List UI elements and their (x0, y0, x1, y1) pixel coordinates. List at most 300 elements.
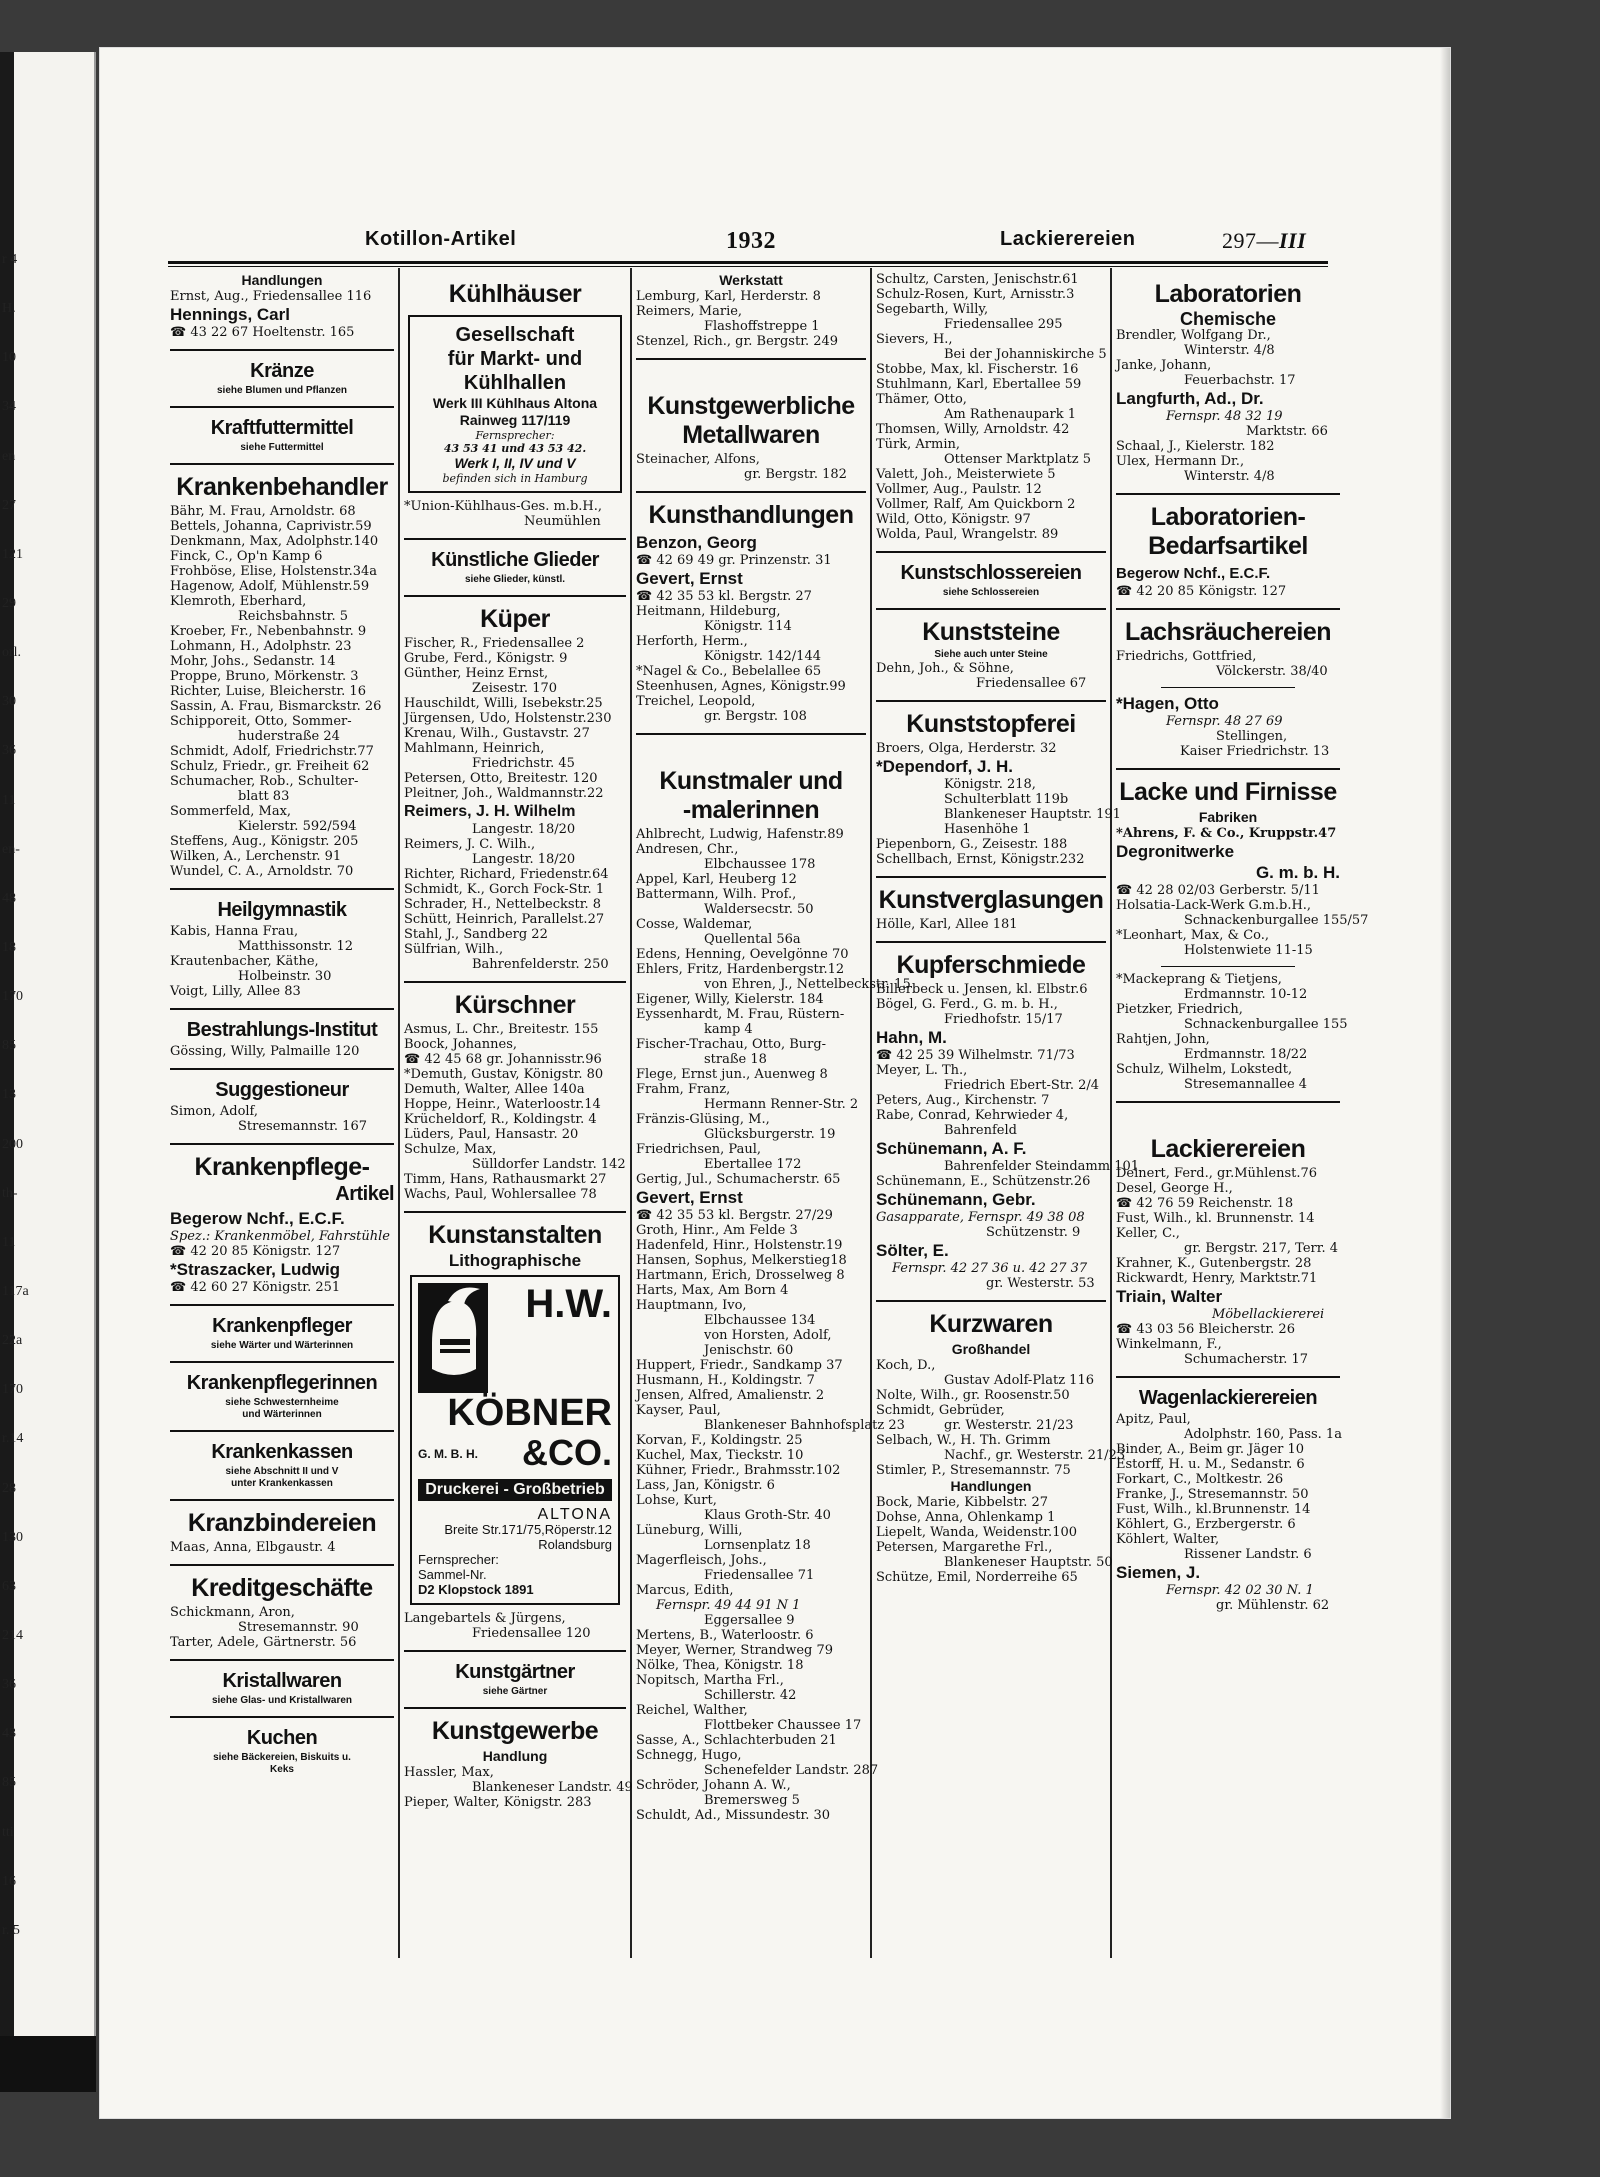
list-item-cont: Friedrichstr. 45 (472, 756, 575, 771)
list-item-cont: Bei der Johanniskirche 5 (944, 347, 1107, 362)
list-item: Stobbe, Max, kl. Fischerstr. 16 (876, 362, 1079, 377)
list-item-cont: Marktstr. 66 (1246, 424, 1328, 439)
adjacent-page-fragment: 28 (2, 1480, 16, 1496)
list-item: Schröder, Johann A. W., (636, 1778, 791, 1793)
list-item: Hauschildt, Willi, Isebekstr.25 (404, 696, 603, 711)
firm-specialty: Spez.: Krankenmöbel, Fahrstühle (170, 1229, 390, 1244)
koebner-banner: Druckerei - Großbetrieb (418, 1479, 612, 1501)
list-item: Lohse, Kurt, (636, 1493, 717, 1508)
section-heading: Kunstgewerbe (431, 1717, 599, 1745)
koebner-gmbh: G. M. B. H. (418, 1447, 478, 1461)
firm-name: Benzon, Georg (636, 533, 757, 552)
firm-name: Triain, Walter (1116, 1287, 1223, 1306)
list-item: Flege, Ernst jun., Auenweg 8 (636, 1067, 828, 1082)
adjacent-page-fragment: 29 (2, 596, 16, 611)
entry-list (170, 1104, 394, 1134)
list-item: Schulz, Wilhelm, Lokstedt, (1116, 1062, 1293, 1077)
list-item: Türk, Armin, (876, 437, 960, 452)
koebner-phone-label: Sammel-Nr. (418, 1567, 487, 1582)
list-item: Krahner, K., Gutenbergstr. 28 (1116, 1256, 1312, 1271)
section-heading: Laboratorien (1154, 280, 1302, 308)
list-item: *Demuth, Gustav, Königstr. 80 (404, 1067, 604, 1082)
list-item: Hoppe, Heinr., Waterloostr.14 (404, 1097, 601, 1112)
list-item-cont: Schützenstr. 9 (986, 1225, 1081, 1240)
list-item: Deinert, Ferd., gr.Mühlenst.76 (1116, 1166, 1318, 1181)
list-item-cont: Königstr. 142/144 (704, 649, 821, 664)
entry-list (170, 1605, 394, 1650)
section-heading: Kunstschlossereien (900, 562, 1082, 584)
adjacent-page-fragment: r 4 (2, 252, 18, 267)
list-item: Schünemann, E., Schützenstr.26 (876, 1174, 1091, 1189)
page-number (1222, 228, 1306, 254)
list-item-cont: Schnackenburgallee 155/57 (1184, 913, 1369, 928)
list-item: Bähr, M. Frau, Arnoldstr. 68 (170, 504, 356, 519)
list-item-cont: Kielerstr. 592/594 (238, 819, 357, 834)
list-item: Tarter, Adele, Gärtnerstr. 56 (170, 1635, 357, 1650)
koebner-initials: H.W. (525, 1282, 612, 1326)
list-item: Janke, Johann, (1116, 358, 1212, 373)
list-item-cont: Bahrenfeld (944, 1123, 1017, 1138)
entry-list (404, 636, 626, 801)
list-item: Ehlers, Fritz, Hardenbergstr.12 (636, 962, 845, 977)
section-heading: Kühlhäuser (448, 280, 582, 308)
list-item: Stimler, P., Stresemannstr. 75 (876, 1463, 1071, 1478)
entry-list (636, 827, 911, 1187)
firm-name: Begerow Nchf., E.C.F. (170, 1209, 345, 1228)
firm-name: Schünemann, Gebr. (876, 1190, 1036, 1209)
firm-name: Begerow Nchf., E.C.F. (1116, 565, 1271, 582)
list-item: Heitmann, Hildeburg, (636, 604, 781, 619)
list-item: Rickwardt, Henry, Marktstr.71 (1116, 1271, 1318, 1286)
cross-reference: siehe Schwesternheime (225, 1397, 339, 1408)
list-item: Bettels, Johanna, Caprivistr.59 (170, 519, 372, 534)
list-item: Lüneburg, Willi, (636, 1523, 743, 1538)
list-item-cont: Völckerstr. 38/40 (1216, 664, 1328, 679)
divider (1116, 608, 1340, 610)
column-2 (404, 272, 633, 2177)
list-item: Bock, Marie, Kibbelstr. 27 (876, 1495, 1049, 1510)
adjacent-page-fragment: 30 (2, 694, 16, 710)
section-subheading: Fabriken (1198, 809, 1258, 825)
phone-line: ☎ 42 60 27 Königstr. 251 (170, 1280, 341, 1295)
section-heading: Lacke und Firnisse (1119, 778, 1337, 806)
list-item: Hölle, Karl, Allee 181 (876, 917, 1018, 932)
phone-line: ☎ 42 35 53 kl. Bergstr. 27 (636, 589, 812, 604)
cross-reference: siehe Schlossereien (942, 587, 1040, 598)
list-item-cont: von Ehren, J., Nettelbeckstr. 15 (704, 977, 911, 992)
list-item: Kühner, Friedr., Brahmsstr.102 (636, 1463, 841, 1478)
firm-name: Hennings, Carl (170, 305, 290, 324)
list-item-cont: gr. Bergstr. 108 (704, 709, 807, 724)
section-heading: Kraftfuttermittel (210, 417, 354, 439)
divider (876, 700, 1106, 702)
list-item: Rabe, Conrad, Kehrwieder 4, (876, 1108, 1069, 1123)
entry-list (404, 1765, 633, 1810)
adjacent-page-fragment: orl. (2, 645, 22, 661)
page-number-arabic: 297— (1222, 228, 1279, 253)
list-item: Gössing, Willy, Palmaille 120 (170, 1044, 360, 1059)
column-separator (1110, 268, 1112, 1958)
entry-list (636, 1613, 879, 1823)
entry-list (876, 1063, 1106, 1138)
koebner-co: &CO. (522, 1432, 612, 1473)
adjacent-page-fragment: en (2, 448, 16, 464)
list-item: Klemroth, Eberhard, (170, 594, 307, 609)
list-item: Appel, Karl, Heuberg 12 (636, 872, 797, 887)
divider (170, 406, 394, 408)
list-item: Peters, Aug., Kirchenstr. 7 (876, 1093, 1050, 1108)
list-item-cont: Feuerbachstr. 17 (1184, 373, 1296, 388)
list-item: Finck, C., Op'n Kamp 6 (170, 549, 323, 564)
list-item-cont: Elbchaussee 134 (704, 1313, 816, 1328)
list-item: Lohmann, H., Adolphstr. 23 (170, 639, 352, 654)
list-item-cont: Adolphstr. 160, Pass. 1a (1184, 1427, 1342, 1442)
section-heading: Kunstanstalten (428, 1221, 602, 1249)
list-item: Ulex, Hermann Dr., (1116, 454, 1245, 469)
list-item: Kuchel, Max, Tieckstr. 10 (636, 1448, 804, 1463)
list-item-cont: Friedrich Ebert-Str. 2/4 (944, 1078, 1100, 1093)
list-item: Simon, Adolf, (170, 1104, 259, 1119)
divider (1116, 493, 1340, 495)
divider (170, 1499, 394, 1501)
adjacent-page-fragment: th- (2, 1185, 18, 1201)
list-item: Kroeber, Fr., Nebenbahnstr. 9 (170, 624, 367, 639)
list-item: Schmidt, K., Gorch Fock-Str. 1 (404, 882, 605, 897)
list-item: Sasse, A., Schlachterbuden 21 (636, 1733, 837, 1748)
list-item: Vollmer, Aug., Paulstr. 12 (876, 482, 1042, 497)
adjacent-page-fragment: 170 (2, 989, 23, 1005)
section-heading: Kurzwaren (929, 1310, 1053, 1338)
ad-line: Fernsprecher: (475, 429, 555, 442)
list-item-cont: Waldersecstr. 50 (704, 902, 814, 917)
list-item-cont: Matthissonstr. 12 (238, 939, 354, 954)
list-item: Voigt, Lilly, Allee 83 (170, 984, 301, 999)
list-item-cont: Friedensallee 67 (976, 676, 1087, 691)
section-heading: Lachsräuchereien (1125, 618, 1331, 646)
phone-line: ☎ 42 69 49 gr. Prinzenstr. 31 (636, 553, 832, 568)
divider (876, 608, 1106, 610)
section-heading: Bestrahlungs-Institut (186, 1019, 378, 1041)
header-rule-thin (168, 266, 1328, 267)
section-subheading: Handlung (482, 1748, 548, 1764)
list-item: Reimers, J. C. Wilh., (404, 837, 536, 852)
entry-list (876, 777, 1121, 867)
entry-list (1116, 328, 1340, 388)
section-heading-cont: Bedarfsartikel (1148, 532, 1308, 560)
list-item: Pleitner, Joh., Waldmannstr.22 (404, 786, 604, 801)
list-item: Hadenfeld, Hinr., Holstenstr.19 (636, 1238, 843, 1253)
section-subheading: Chemische (1179, 309, 1277, 329)
divider (876, 941, 1106, 943)
list-item-cont: von Horsten, Adolf, (704, 1328, 832, 1343)
list-item: Wachs, Paul, Wohlersallee 78 (404, 1187, 597, 1202)
list-item: Frohböse, Elise, Holstenstr.34a (170, 564, 378, 579)
section-heading-cont: Artikel (335, 1183, 394, 1205)
list-item: Husmann, H., Koldingstr. 7 (636, 1373, 815, 1388)
list-item: Wild, Otto, Königstr. 97 (876, 512, 1031, 527)
section-subheading: Werkstatt (719, 272, 783, 288)
divider (170, 1304, 394, 1306)
list-item: Sassin, A. Frau, Bismarckstr. 26 (170, 699, 382, 714)
adjacent-page-fragment: 200 (2, 1136, 23, 1152)
cross-reference: Keks (270, 1764, 294, 1775)
section-heading: Kristallwaren (222, 1670, 342, 1692)
adjacent-page-fragment: 48 (2, 890, 16, 906)
divider (404, 1650, 626, 1652)
phone-line: ☎ 42 20 85 Königstr. 127 (170, 1244, 341, 1259)
entry-list (1116, 972, 1348, 1092)
entry-list (1116, 1166, 1340, 1286)
list-item: Eyssenhardt, M. Frau, Rüstern- (636, 1007, 845, 1022)
list-item: Jensen, Alfred, Amalienstr. 2 (636, 1388, 825, 1403)
phone-line: Fernspr. 48 27 69 (1166, 714, 1283, 729)
list-item: Schnegg, Hugo, (636, 1748, 742, 1763)
list-item-cont: Eggersallee 9 (704, 1613, 795, 1628)
list-item: Reimers, Marie, (636, 304, 743, 319)
adjacent-page-fragment: 11 (2, 792, 16, 808)
list-item-cont: Stellingen, (1216, 729, 1288, 744)
section-heading: Krankenpflegerinnen (186, 1372, 378, 1394)
list-item-cont: Friedhofstr. 15/17 (944, 1012, 1063, 1027)
list-item: Stenzel, Rich., gr. Bergstr. 249 (636, 334, 839, 349)
phone-line: ☎ 42 35 53 kl. Bergstr. 27/29 (636, 1208, 833, 1223)
list-item: Reichel, Walther, (636, 1703, 748, 1718)
list-item: Mohr, Johs., Sedanstr. 14 (170, 654, 336, 669)
list-item: Nölke, Thea, Königstr. 18 (636, 1658, 804, 1673)
section-subheading: Handlungen (950, 1478, 1032, 1494)
phone-line: ☎ 43 03 56 Bleicherstr. 26 (1116, 1322, 1295, 1337)
list-item: Herforth, Herm., (636, 634, 748, 649)
list-item-cont: blatt 83 (238, 789, 290, 804)
list-item: Wolda, Paul, Wrangelstr. 89 (876, 527, 1059, 542)
list-item-cont: Schulterblatt 119b (944, 792, 1069, 807)
section-heading: Kunststopferei (906, 710, 1076, 738)
list-item: *Mackeprang & Tietjens, (1116, 972, 1282, 987)
list-item: Pietzker, Friedrich, (1116, 1002, 1243, 1017)
list-item: Günther, Heinz Ernst, (404, 666, 549, 681)
adjacent-page-fragment: 214 (2, 1628, 23, 1643)
phone-line: Fernspr. 42 02 30 N. 1 (1166, 1583, 1314, 1598)
adjacent-page-fragment: 63 (2, 1578, 16, 1594)
list-item: Broers, Olga, Herderstr. 32 (876, 741, 1057, 756)
divider (404, 1707, 626, 1709)
section-heading: Kürschner (454, 991, 576, 1019)
adjacent-page-fragment: 117a (2, 1284, 29, 1299)
scan-border (0, 2036, 96, 2092)
entry-list (636, 1223, 905, 1598)
page-number-roman: III (1279, 228, 1307, 253)
firm-name: Reimers, J. H. Wilhelm (404, 803, 576, 820)
divider (1116, 1376, 1340, 1378)
list-item: Holsatia-Lack-Werk G.m.b.H., (1116, 898, 1312, 913)
phone-line: Fernspr. 48 32 19 (1166, 409, 1283, 424)
adjacent-page-fragment: 10 (2, 350, 16, 366)
list-item: Richter, Richard, Friedenstr.64 (404, 867, 609, 882)
list-item-cont: Ottenser Marktplatz 5 (944, 452, 1091, 467)
adjacent-page-fragment: H. (2, 301, 16, 317)
divider (1161, 966, 1295, 967)
list-item: Steinacher, Alfons, (636, 452, 760, 467)
entry-list (1116, 439, 1340, 484)
adjacent-page-fragment: r.14 (2, 1431, 24, 1447)
list-item: Marcus, Edith, (636, 1583, 734, 1598)
entry-list (404, 1022, 626, 1202)
list-item: Krautenbacher, Käthe, (170, 954, 319, 969)
phone-line: Fernspr. 42 27 36 u. 42 27 37 (892, 1261, 1088, 1276)
list-item: Schmidt, Gebrüder, (876, 1403, 1005, 1418)
firm-name: Sölter, E. (876, 1241, 949, 1260)
section-heading: Kunstverglasungen (878, 886, 1104, 914)
section-heading: Kunststeine (922, 618, 1060, 646)
section-subheading: Lithographische (448, 1251, 582, 1270)
list-item: Grube, Ferd., Königstr. 9 (404, 651, 568, 666)
divider (404, 595, 626, 597)
list-item: Apitz, Paul, (1116, 1412, 1191, 1427)
firm-name: Hahn, M. (876, 1028, 947, 1047)
entry-list (170, 924, 394, 999)
phone-line: Fernspr. 49 44 91 N 1 (656, 1598, 801, 1613)
list-item: Billerbeck u. Jensen, kl. Elbstr.6 (876, 982, 1088, 997)
firm-name: Degronitwerke (1116, 842, 1235, 861)
list-item: Binder, A., Beim gr. Jäger 10 (1116, 1442, 1305, 1457)
adjacent-page-fragment: 13 (2, 1087, 16, 1103)
divider (1161, 687, 1295, 688)
entry-list (1116, 1412, 1340, 1562)
list-item: Langebartels & Jürgens, (404, 1611, 566, 1626)
list-item-cont: Friedensallee 120 (472, 1626, 591, 1641)
divider (170, 1716, 394, 1718)
list-item-cont: Rissener Landstr. 6 (1184, 1547, 1312, 1562)
list-item-cont: Winterstr. 4/8 (1184, 469, 1275, 484)
entry-list (876, 1495, 1113, 1585)
list-item: Köhlert, Walter, (1116, 1532, 1220, 1547)
column-separator (870, 268, 872, 1958)
list-item: Sievers, H., (876, 332, 953, 347)
list-item: *Leonhart, Max, & Co., (1116, 928, 1270, 943)
adjacent-page-fragment: r. 5 (2, 1922, 20, 1938)
list-item-cont: Stresemannallee 4 (1184, 1077, 1308, 1092)
divider (170, 888, 394, 890)
list-item: Thomsen, Willy, Arnoldstr. 42 (876, 422, 1070, 437)
list-item-cont: Gustav Adolf-Platz 116 (944, 1373, 1094, 1388)
list-item: Krenau, Wilh., Gustavstr. 27 (404, 726, 590, 741)
adjacent-page-fragment: 121 (2, 546, 23, 562)
entry-list (170, 504, 394, 879)
adjacent-page-fragment: 16 (2, 1873, 16, 1889)
list-item-cont: Friedensallee 71 (704, 1568, 815, 1583)
list-item: Petersen, Otto, Breitestr. 120 (404, 771, 598, 786)
list-item: Schumacher, Rob., Schulter- (170, 774, 359, 789)
list-item-cont: Blankeneser Landstr. 49 (472, 1780, 633, 1795)
divider (170, 1659, 394, 1661)
list-item: Wundel, C. A., Arnoldstr. 70 (170, 864, 354, 879)
adjacent-page-fragment: 85 (2, 1038, 16, 1054)
ad-line: Kühlhallen (463, 372, 567, 394)
list-item: Krücheldorf, R., Koldingstr. 4 (404, 1112, 597, 1127)
list-item: Kayser, Paul, (636, 1403, 721, 1418)
list-item: Hauptmann, Ivo, (636, 1298, 747, 1313)
entry-list (404, 822, 626, 972)
list-item-cont: Langestr. 18/20 (472, 822, 576, 837)
list-item-cont: gr. Westerstr. 21/23 (944, 1418, 1074, 1433)
list-item: Denkmann, Max, Adolphstr.140 (170, 534, 379, 549)
list-item-cont: Stresemannstr. 167 (238, 1119, 367, 1134)
section-heading: Laboratorien- (1150, 503, 1306, 531)
list-item: Gertig, Jul., Schumacherstr. 65 (636, 1172, 841, 1187)
divider (404, 1211, 626, 1213)
list-item: Kabis, Hanna Frau, (170, 924, 299, 939)
list-item-cont: Am Rathenaupark 1 (944, 407, 1077, 422)
list-item-cont: kamp 4 (704, 1022, 753, 1037)
cross-reference: siehe Glieder, künstl. (464, 574, 566, 585)
list-item-cont: Königstr. 218, (944, 777, 1036, 792)
cross-reference: siehe Glas- und Kristallwaren (211, 1695, 353, 1706)
ad-line: Gesellschaft (455, 324, 575, 346)
section-heading: Krankenpflege- (194, 1153, 370, 1181)
koebner-phone-label: Fernsprecher: (418, 1552, 499, 1567)
list-item: Sülfrian, Wilh., (404, 942, 504, 957)
list-item-cont: Sülldorfer Landstr. 142 (472, 1157, 626, 1172)
list-item: Dehn, Joh., & Söhne, (876, 661, 1014, 676)
list-item-cont: huderstraße 24 (238, 729, 340, 744)
column-separator (630, 268, 632, 1958)
divider (636, 491, 866, 493)
divider (170, 1430, 394, 1432)
list-item: Friedrichs, Gottfried, (1116, 649, 1257, 664)
list-item-cont: Quellental 56a (704, 932, 801, 947)
divider (636, 733, 866, 735)
divider (876, 1300, 1106, 1302)
list-item: Petersen, Margarethe Frl., (876, 1540, 1053, 1555)
list-item-cont: Reichsbahnstr. 5 (238, 609, 348, 624)
list-item: Estorff, H. u. M., Sedanstr. 6 (1116, 1457, 1305, 1472)
divider (404, 538, 626, 540)
cross-reference: und Wärterinnen (242, 1409, 322, 1420)
list-item-cont: Langestr. 18/20 (472, 852, 576, 867)
entry-list (876, 982, 1106, 1027)
list-item-cont: gr. Bergstr. 182 (744, 467, 847, 482)
list-item: Fischer-Trachau, Otto, Burg- (636, 1037, 827, 1052)
list-item: Winkelmann, F., (1116, 1337, 1222, 1352)
list-item: Fust, Wilh., kl.Brunnenstr. 14 (1116, 1502, 1311, 1517)
entry-list (876, 1358, 1126, 1478)
entry-list (876, 272, 1106, 542)
section-heading: Krankenkassen (211, 1441, 353, 1463)
list-item: Maas, Anna, Elbgaustr. 4 (170, 1540, 336, 1555)
cross-reference: siehe Futtermittel (240, 442, 324, 453)
ad-line: befinden sich in Hamburg (442, 472, 588, 485)
divider (404, 981, 626, 983)
list-item: *Union-Kühlhaus-Ges. m.b.H., (404, 499, 602, 514)
list-item: Magerfleisch, Johs., (636, 1553, 767, 1568)
list-item: Hansen, Sophus, Melkerstieg18 (636, 1253, 847, 1268)
list-item: Jürgensen, Udo, Holstenstr.230 (404, 711, 612, 726)
list-item: Richter, Luise, Bleicherstr. 16 (170, 684, 366, 699)
adjacent-page-edge (0, 52, 96, 2092)
section-heading: Kupferschmiede (896, 951, 1086, 979)
list-item: Piepenborn, G., Zeisestr. 188 (876, 837, 1068, 852)
list-item: Vollmer, Ralf, Am Quickborn 2 (876, 497, 1076, 512)
list-item-cont: Stresemannstr. 90 (238, 1620, 359, 1635)
adjacent-page-fragment: 18 (2, 940, 16, 955)
adjacent-page-fragment: tti (2, 1824, 14, 1840)
list-item: Schulz, Friedr., gr. Freiheit 62 (170, 759, 370, 774)
list-item: Nolte, Wilh., gr. Roosenstr.50 (876, 1388, 1070, 1403)
list-item-cont: Flashoffstreppe 1 (704, 319, 820, 334)
firm-name: Gevert, Ernst (636, 569, 743, 588)
list-item: Steenhusen, Agnes, Königstr.99 (636, 679, 846, 694)
list-item-cont: Lornsenplatz 18 (704, 1538, 811, 1553)
